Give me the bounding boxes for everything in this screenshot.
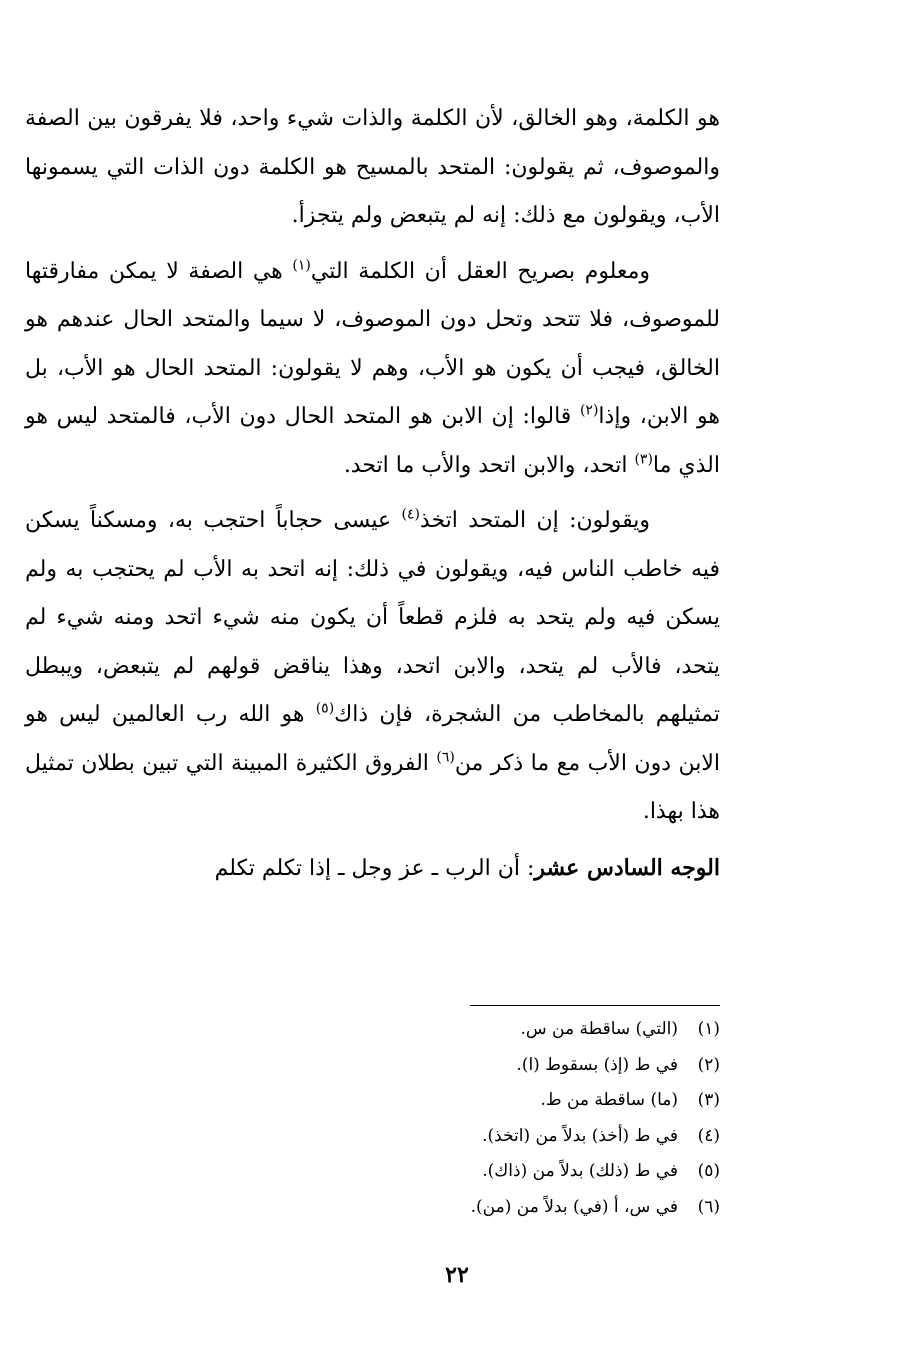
paragraph-3-text-2: عيسى حجاباً احتجب به، ومسكناً يسكن فيه خاطب الناس فيه، ويقولون في ذلك: إنه اتحد به الأب لم يحتجب به ولم يسكن فيه ولم يتحد به فلزم قطعاً أن يكون منه شيء اتحد ومنه شيء لم يتحد، فالأب لم يتحد، والابن اتحد، وهذا يناقض قولهم لم يتبعض، ويبطل تمثيلهم بالمخاطب من الشجرة، فإن ذاك bbox=[25, 508, 721, 727]
paragraph-3-text-1: ويقولون: إن المتحد اتخذ bbox=[419, 508, 650, 533]
footnote-number: (٤) bbox=[697, 1125, 720, 1146]
footnote-text: في س، أ (في) بدلاً من (من). bbox=[470, 1196, 678, 1217]
footnotes bbox=[200, 1012, 720, 1225]
footnote-ref-3: (٣) bbox=[634, 451, 653, 468]
page-number: ٢٢ bbox=[445, 1262, 469, 1288]
section-heading: الوجه السادس عشر bbox=[534, 854, 720, 881]
footnote-4 bbox=[200, 1119, 720, 1155]
footnote-2 bbox=[200, 1048, 720, 1084]
footnote-ref-5: (٥) bbox=[315, 700, 335, 717]
footnote-number: (٥) bbox=[697, 1161, 720, 1181]
paragraph-2 bbox=[25, 248, 720, 491]
paragraph-2-text-3: قالوا: إن الابن هو المتحد الحال دون الأب، فالمتحد ليس هو الذي ما bbox=[25, 404, 720, 478]
paragraph-2-text-1: ومعلوم بصريح العقل أن الكلمة التي bbox=[310, 258, 650, 284]
footnote-ref-6: (٦) bbox=[436, 749, 455, 766]
footnote-3 bbox=[200, 1083, 720, 1119]
paragraph-3-text-3: هو الله رب العالمين ليس هو الابن دون الأب مع ما ذكر من bbox=[25, 702, 720, 776]
footnote-number: (٢) bbox=[697, 1054, 720, 1075]
footnote-1 bbox=[200, 1012, 720, 1048]
footnote-ref-2: (٢) bbox=[579, 402, 599, 419]
footnote-text: (التي) ساقطة من س. bbox=[520, 1019, 678, 1039]
footnote-text: في ط (أخذ) بدلاً من (اتخذ). bbox=[482, 1125, 678, 1146]
paragraph-1-text: هو الكلمة، وهو الخالق، لأن الكلمة والذات شيء واحد، فلا يفرقون بين الصفة والموصوف، ثم يقولون: المتحد بالمسيح هو الكلمة دون الذات التي يسمونها الأب، ويقولون مع ذلك: إنه لم يتبعض ولم يتجزأ. bbox=[25, 106, 720, 228]
footnote-6 bbox=[200, 1190, 720, 1226]
footnote-5 bbox=[200, 1154, 720, 1190]
paragraph-2-text-2: هي الصفة لا يمكن مفارقتها للموصوف، فلا تتحد وتحل دون الموصوف، لا سيما والمتحد الحال عندهم هو الخالق، فيجب أن يكون هو الأب، وهم لا يقولون: المتحد الحال هو الأب، بل هو الابن، وإذا bbox=[25, 258, 720, 429]
paragraph-4-text: : أن الرب ـ عز وجل ـ إذا تكلم تكلم bbox=[214, 855, 535, 881]
footnote-ref-1: (١) bbox=[292, 257, 311, 274]
body-text bbox=[25, 95, 720, 900]
footnote-number: (٦) bbox=[697, 1196, 720, 1217]
footnote-number: (١) bbox=[697, 1019, 720, 1039]
footnote-text: في ط (ذلك) بدلاً من (ذاك). bbox=[482, 1161, 678, 1181]
footnote-number: (٣) bbox=[697, 1090, 720, 1110]
footnote-ref-4: (٤) bbox=[401, 506, 420, 523]
paragraph-3 bbox=[25, 497, 720, 837]
footnote-separator bbox=[470, 1005, 720, 1006]
footnote-text: (ما) ساقطة من ط. bbox=[540, 1090, 678, 1110]
paragraph-3-text-4: الفروق الكثيرة المبينة التي تبين بطلان تمثيل هذا بهذا. bbox=[25, 750, 720, 824]
paragraph-2-text-4: اتحد، والابن اتحد والأب ما اتحد. bbox=[343, 452, 635, 478]
paragraph-1 bbox=[25, 95, 720, 241]
paragraph-4 bbox=[25, 844, 720, 894]
footnote-text: في ط (إذ) بسقوط (ا). bbox=[516, 1054, 678, 1075]
